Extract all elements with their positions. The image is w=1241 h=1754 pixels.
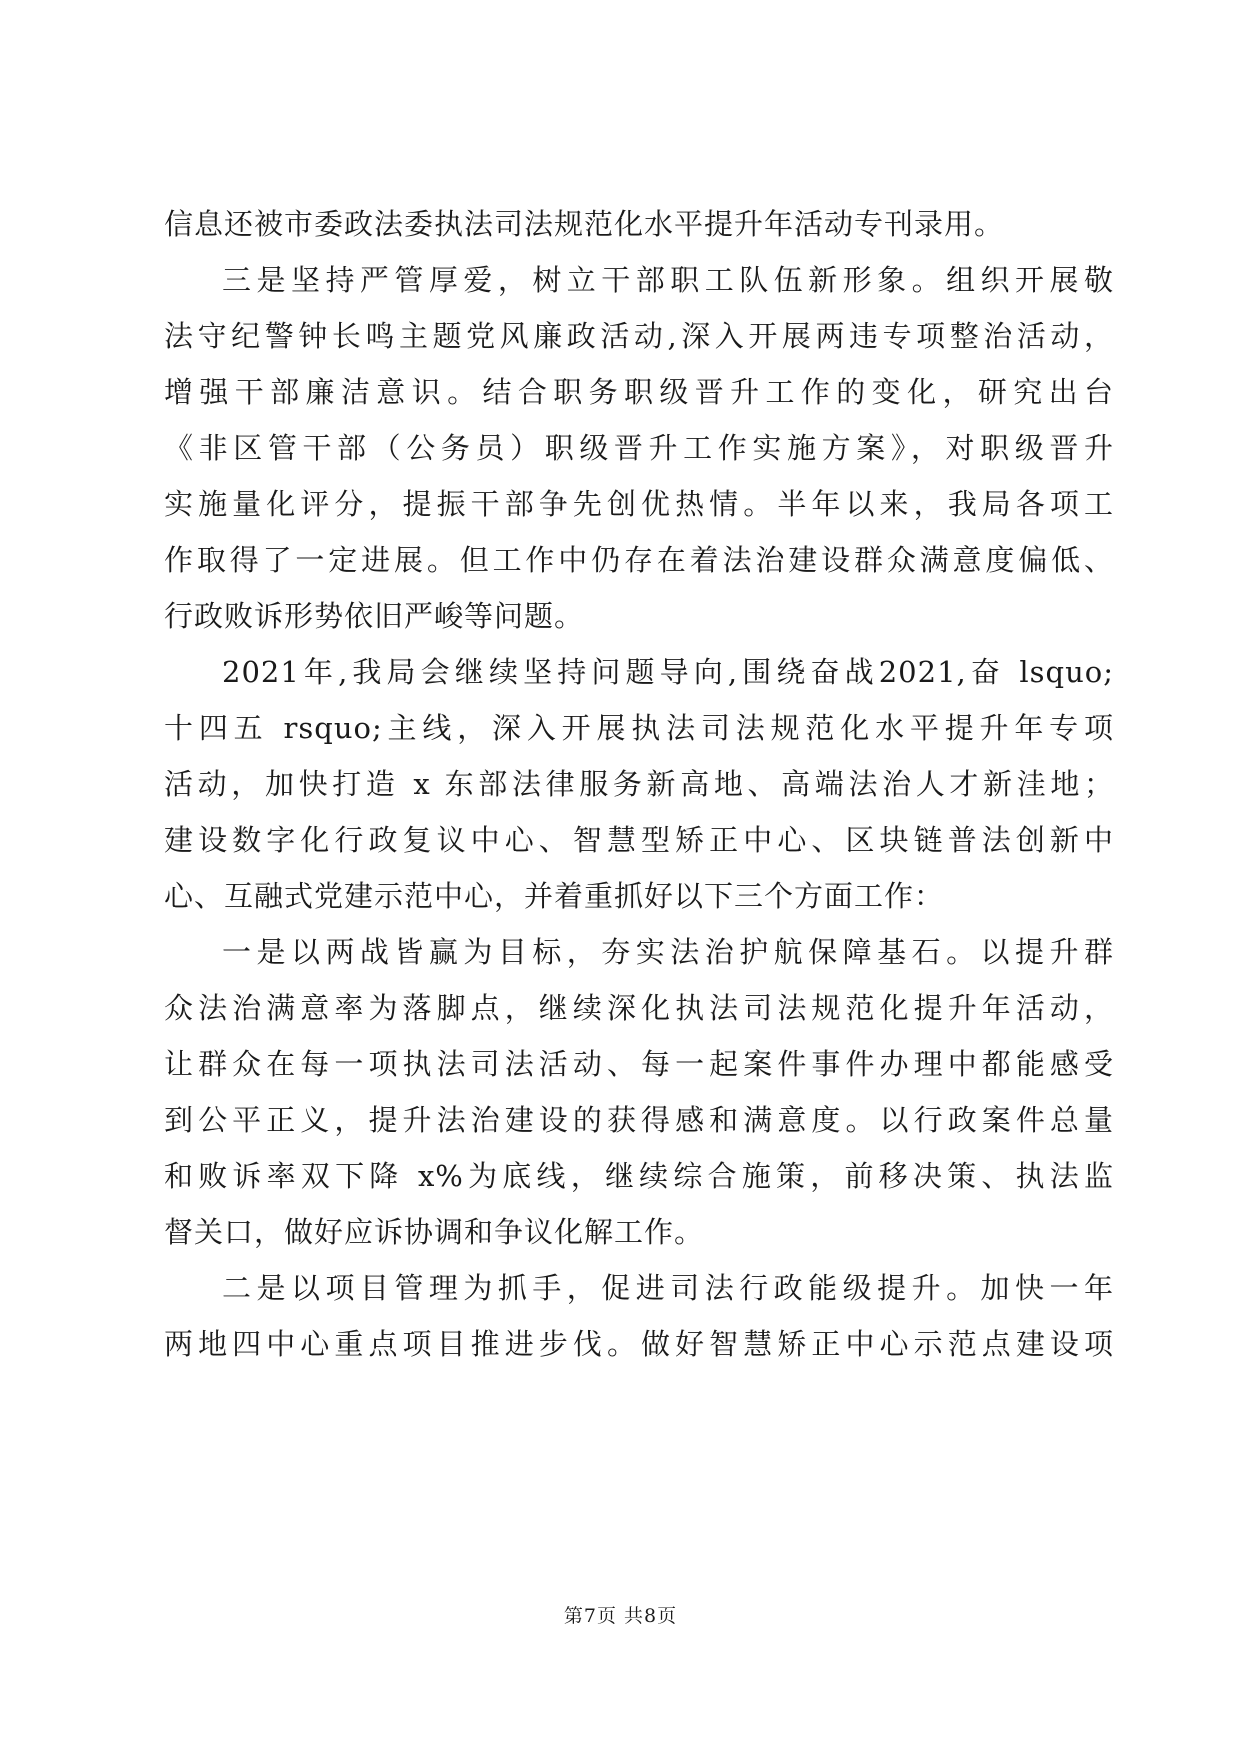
text-line: 让群众在每一项执法司法活动、每一起案件事件办理中都能感受 (164, 1047, 1114, 1081)
text-line: 二是以项目管理为抓手，促进司法行政能级提升。加快一年 (222, 1271, 1114, 1305)
text-line: 心、互融式党建示范中心，并着重抓好以下三个方面工作： (164, 879, 945, 913)
text-line: 十四五 rsquo;主线，深入开展执法司法规范化水平提升年专项 (164, 711, 1114, 745)
page-footer: 第7页 共8页 (563, 1605, 678, 1627)
text-line: 一是以两战皆赢为目标，夯实法治护航保障基石。以提升群 (222, 935, 1114, 969)
text-line: 三是坚持严管厚爱，树立干部职工队伍新形象。组织开展敬 (222, 263, 1114, 297)
text-line: 到公平正义，提升法治建设的获得感和满意度。以行政案件总量 (164, 1103, 1114, 1137)
text-line: 建设数字化行政复议中心、智慧型矫正中心、区块链普法创新中 (164, 823, 1114, 857)
text-line: 和败诉率双下降 x%为底线，继续综合施策，前移决策、执法监 (164, 1159, 1114, 1193)
text-line: 督关口，做好应诉协调和争议化解工作。 (164, 1215, 705, 1249)
text-line: 行政败诉形势依旧严峻等问题。 (164, 599, 585, 633)
text-line: 《非区管干部（公务员）职级晋升工作实施方案》，对职级晋升 (164, 431, 1114, 465)
text-line: 增强干部廉洁意识。结合职务职级晋升工作的变化，研究出台 (164, 375, 1114, 409)
text-line: 两地四中心重点项目推进步伐。做好智慧矫正中心示范点建设项 (164, 1327, 1114, 1361)
text-line: 2021年,我局会继续坚持问题导向,围绕奋战2021,奋 lsquo; (222, 655, 1114, 689)
body-text (164, 196, 1114, 1372)
text-line: 作取得了一定进展。但工作中仍存在着法治建设群众满意度偏低、 (164, 543, 1114, 577)
text-line: 法守纪警钟长鸣主题党风廉政活动,深入开展两违专项整治活动， (164, 319, 1114, 353)
text-line: 信息还被市委政法委执法司法规范化水平提升年活动专刊录用。 (164, 207, 1005, 241)
text-line: 众法治满意率为落脚点，继续深化执法司法规范化提升年活动， (164, 991, 1114, 1025)
text-line: 活动，加快打造 x 东部法律服务新高地、高端法治人才新洼地； (164, 767, 1114, 801)
text-line: 实施量化评分，提振干部争先创优热情。半年以来，我局各项工 (164, 487, 1114, 521)
